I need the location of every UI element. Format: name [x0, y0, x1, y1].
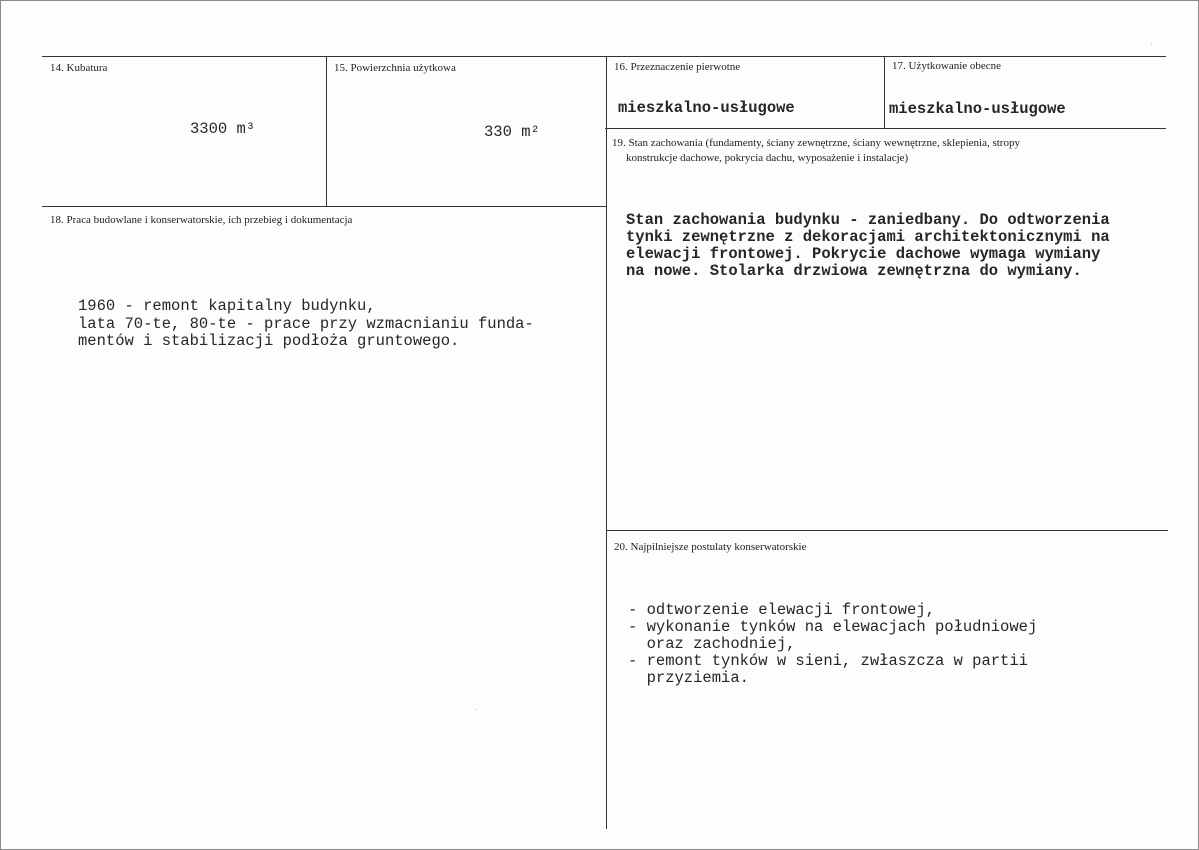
divider-14-15	[326, 56, 327, 207]
rule-before-20	[606, 530, 1168, 531]
field-14-value: 3300 m³	[190, 120, 256, 138]
field-19-line-3: elewacji frontowej. Pokrycie dachowe wymaga wymiany	[626, 245, 1101, 263]
field-19-line-1: Stan zachowania budynku - zaniedbany. Do odtworzenia	[626, 211, 1110, 229]
field-18-line-2: lata 70-te, 80-te - prace przy wzmacnianiu funda-	[78, 315, 534, 333]
field-18-label: 18. Praca budowlane i konserwatorskie, ich przebieg i dokumentacja	[50, 214, 353, 226]
field-20-label: 20. Najpilniejsze postulaty konserwatorskie	[614, 541, 807, 553]
field-16-value: mieszkalno-usługowe	[618, 99, 795, 117]
paper-speck	[1151, 43, 1152, 44]
field-20-line-5: przyziemia.	[628, 669, 749, 687]
field-20-line-3: oraz zachodniej,	[628, 635, 796, 653]
field-20-line-4: - remont tynków w sieni, zwłaszcza w partii	[628, 652, 1028, 670]
field-17-label: 17. Użytkowanie obecne	[892, 60, 1002, 72]
rule-after-16-17	[605, 128, 1166, 129]
field-16-label: 16. Przeznaczenie pierwotne	[614, 61, 741, 73]
field-20-line-2: - wykonanie tynków na elewacjach południowej	[628, 618, 1038, 636]
field-20-line-1: - odtworzenie elewacji frontowej,	[628, 601, 935, 619]
field-15-value: 330 m²	[484, 123, 540, 141]
field-19-line-4: na nowe. Stolarka drzwiowa zewnętrzna do wymiany.	[626, 262, 1082, 280]
field-15-label: 15. Powierzchnia użytkowa	[334, 62, 456, 74]
field-19-line-2: tynki zewnętrzne z dekoracjami architektonicznymi na	[626, 228, 1110, 246]
top-rule	[42, 56, 1166, 57]
divider-main	[606, 56, 607, 829]
field-17-value: mieszkalno-usługowe	[889, 100, 1066, 118]
field-14-label: 14. Kubatura	[50, 62, 108, 74]
paper-speck	[476, 709, 477, 710]
field-19-label-line-2: konstrukcje dachowe, pokrycia dachu, wyposażenie i instalacje)	[626, 152, 909, 164]
field-19-label-line-1: 19. Stan zachowania (fundamenty, ściany zewnętrzne, ściany wewnętrzne, sklepienia, stropy	[612, 137, 1020, 149]
field-18-line-3: mentów i stabilizacji podłoża gruntowego.	[78, 332, 460, 350]
field-18-line-1: 1960 - remont kapitalny budynku,	[78, 297, 376, 315]
divider-16-17	[884, 56, 885, 129]
rule-after-14-15	[42, 206, 606, 207]
